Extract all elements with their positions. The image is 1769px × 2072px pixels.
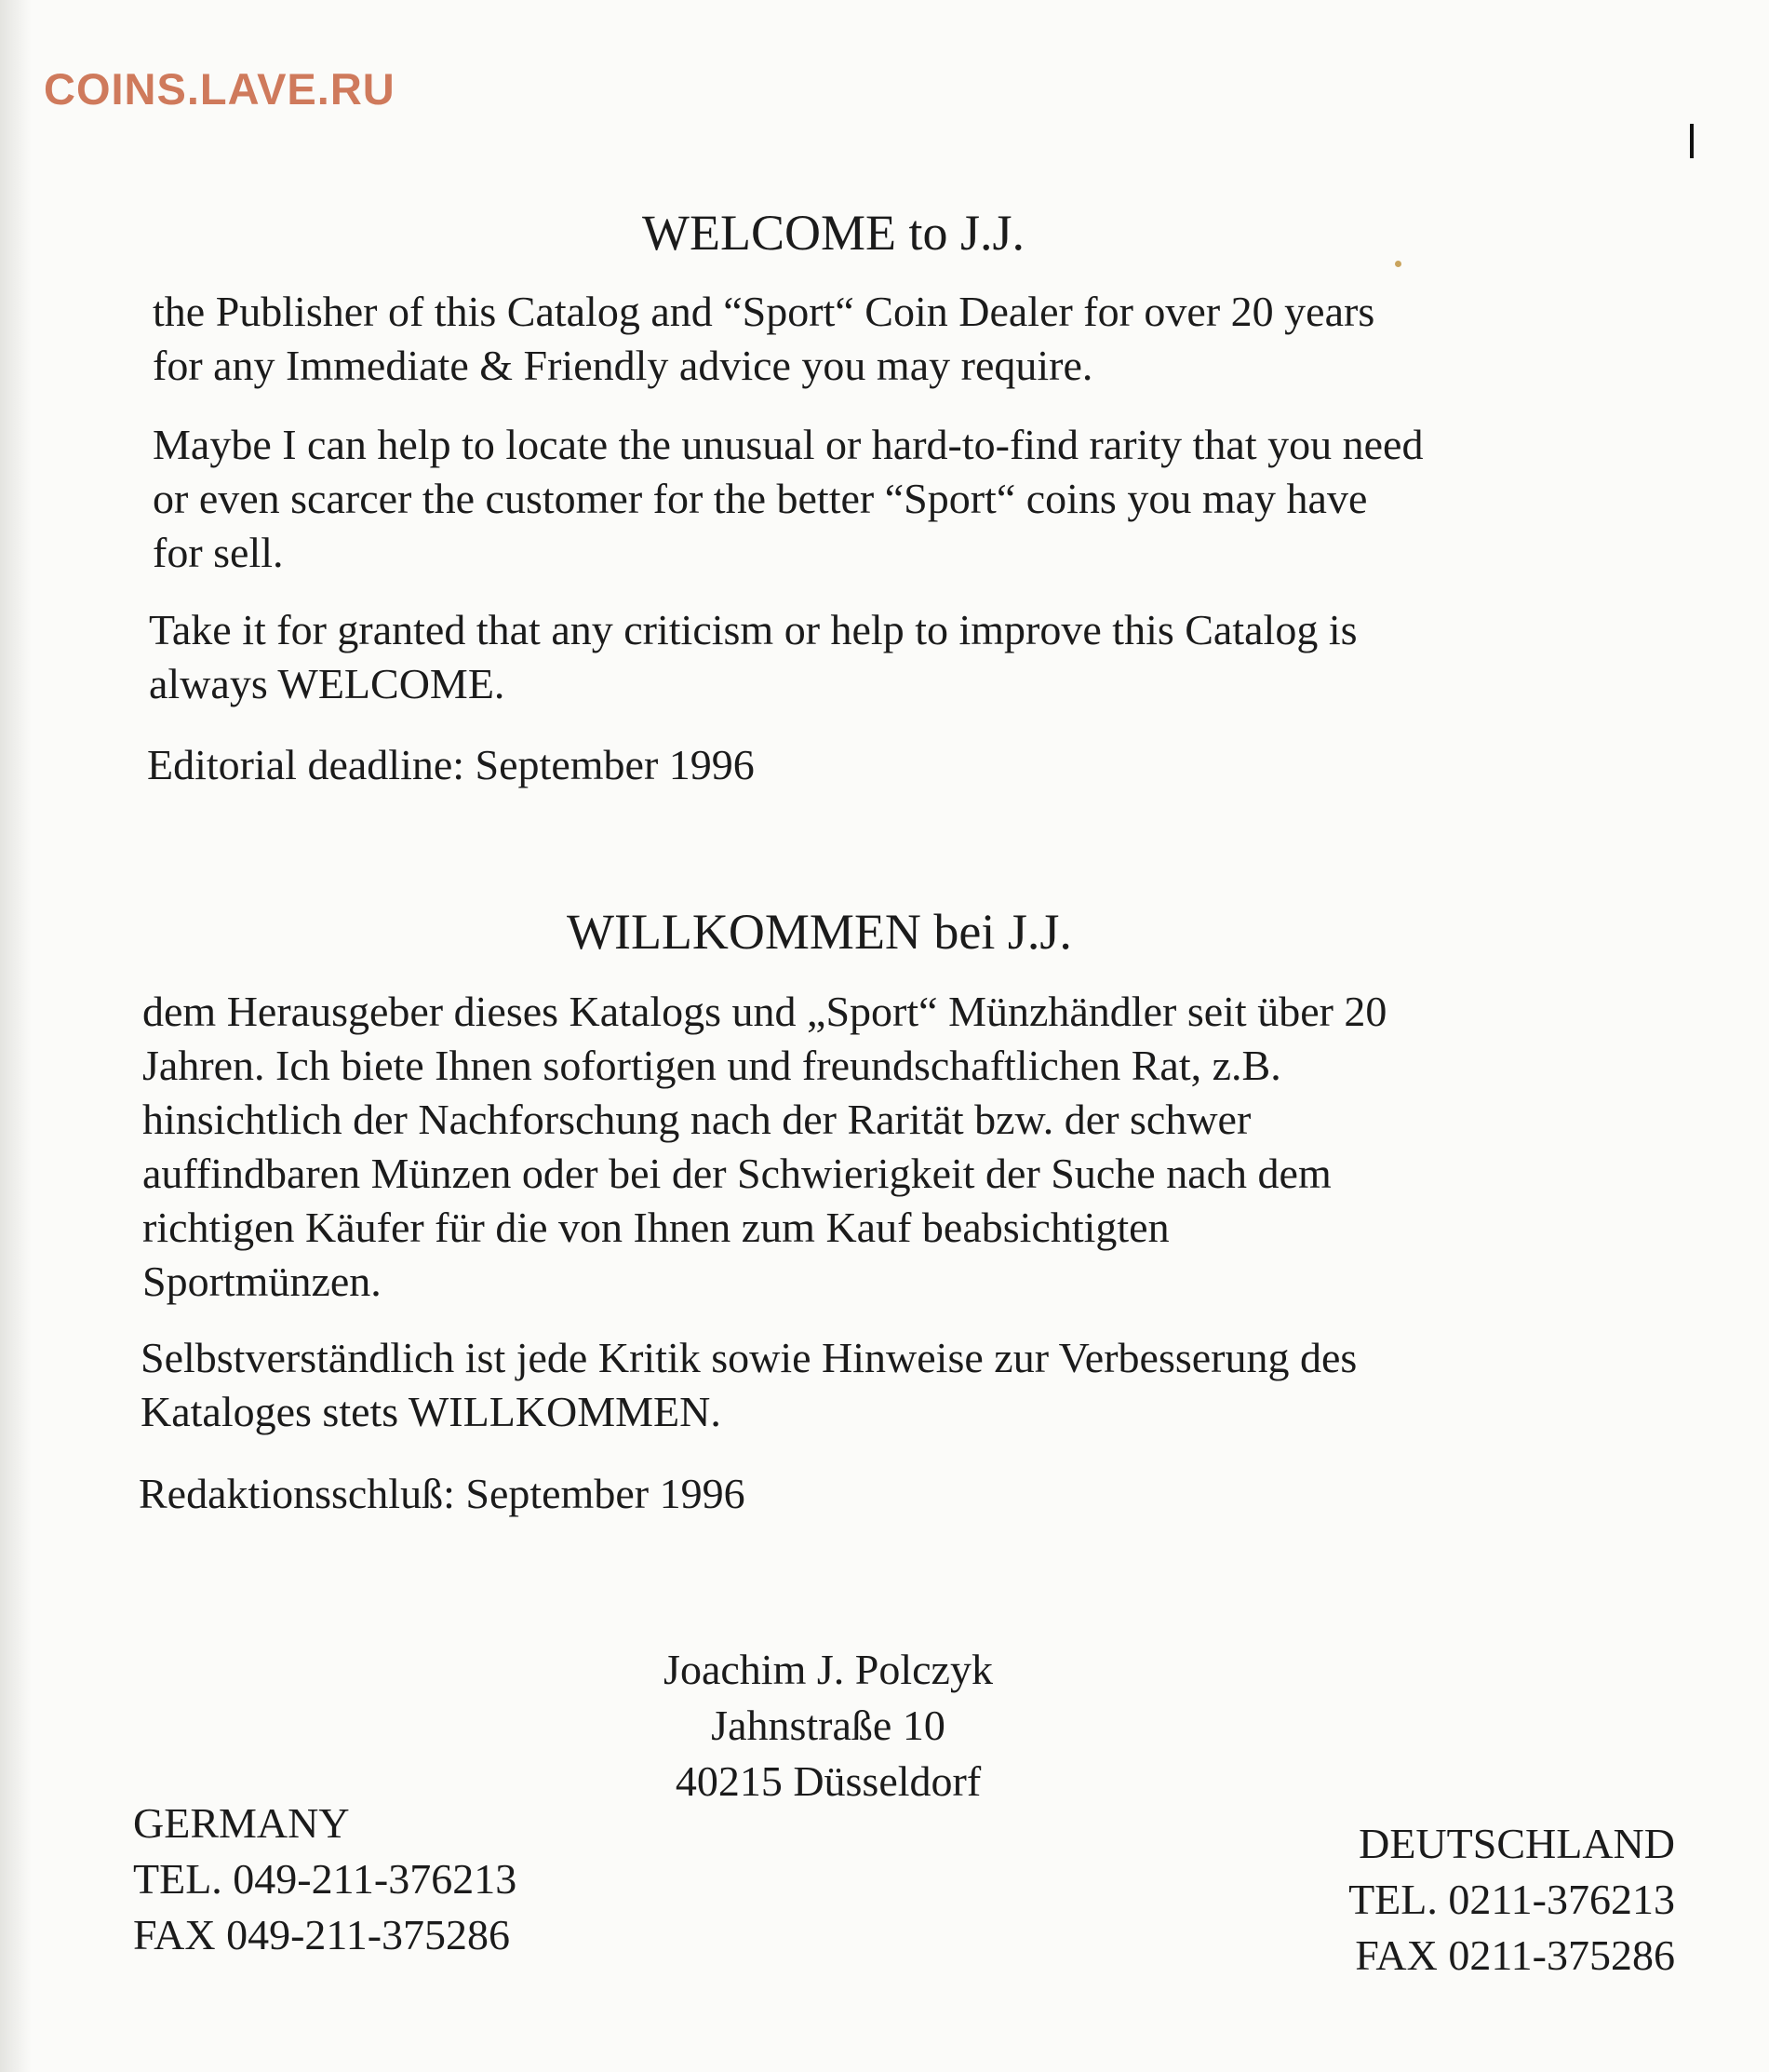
text-line: always WELCOME. — [149, 660, 505, 707]
english-deadline: Editorial deadline: September 1996 — [147, 741, 755, 788]
contact-fax: FAX 0211-375286 — [1355, 1931, 1675, 1979]
german-heading: WILLKOMMEN bei J.J. — [567, 904, 1072, 960]
text-line: Kataloges stets WILLKOMMEN. — [141, 1388, 721, 1435]
site-watermark: COINS.LAVE.RU — [44, 64, 395, 114]
address-name: Joachim J. Polczyk — [663, 1646, 993, 1693]
text-line: Sportmünzen. — [142, 1258, 382, 1305]
english-paragraph-2 — [153, 418, 1423, 580]
text-line: richtigen Käufer für die von Ihnen zum Kauf beabsichtigten — [142, 1204, 1170, 1251]
text-line: hinsichtlich der Nachforschung nach der Rarität bzw. der schwer — [142, 1096, 1252, 1143]
text-line: Selbstverständlich ist jede Kritik sowie Hinweise zur Verbesserung des — [141, 1334, 1358, 1381]
german-deadline: Redaktionsschluß: September 1996 — [139, 1470, 745, 1517]
english-paragraph-1 — [153, 285, 1374, 393]
contact-fax: FAX 049-211-375286 — [133, 1911, 511, 1958]
english-paragraph-3 — [149, 603, 1358, 711]
address-city: 40215 Düsseldorf — [675, 1757, 982, 1805]
text-line: Maybe I can help to locate the unusual or hard-to-find rarity that you need — [153, 421, 1424, 468]
margin-mark — [1690, 124, 1694, 158]
german-paragraph-1 — [142, 985, 1387, 1309]
english-heading: WELCOME to J.J. — [642, 205, 1025, 261]
contact-phone: TEL. 049-211-376213 — [133, 1855, 517, 1903]
text-line: dem Herausgeber dieses Katalogs und „Sport“ Münzhändler seit über 20 — [142, 988, 1387, 1035]
text-line: auffindbaren Münzen oder bei der Schwierigkeit der Suche nach dem — [142, 1150, 1332, 1197]
text-line: for any Immediate & Friendly advice you may require. — [153, 342, 1093, 389]
text-line: Take it for granted that any criticism or help to improve this Catalog is — [149, 606, 1358, 653]
postal-address — [558, 1642, 1098, 1810]
page-edge-shadow — [0, 0, 32, 2072]
paper-speck — [1395, 261, 1401, 267]
text-line: the Publisher of this Catalog and “Sport“ Coin Dealer for over 20 years — [153, 288, 1375, 335]
text-line: for sell. — [153, 529, 284, 576]
contact-phone: TEL. 0211-376213 — [1348, 1876, 1675, 1923]
contact-country: DEUTSCHLAND — [1359, 1820, 1675, 1867]
text-line: Jahren. Ich biete Ihnen sofortigen und freundschaftlichen Rat, z.B. — [142, 1042, 1281, 1089]
contact-domestic — [1238, 1816, 1675, 1984]
text-line: or even scarcer the customer for the better “Sport“ coins you may have — [153, 475, 1368, 522]
german-paragraph-2 — [141, 1331, 1357, 1439]
contact-country: GERMANY — [133, 1799, 350, 1847]
contact-international — [133, 1796, 516, 1963]
address-street: Jahnstraße 10 — [711, 1702, 945, 1749]
